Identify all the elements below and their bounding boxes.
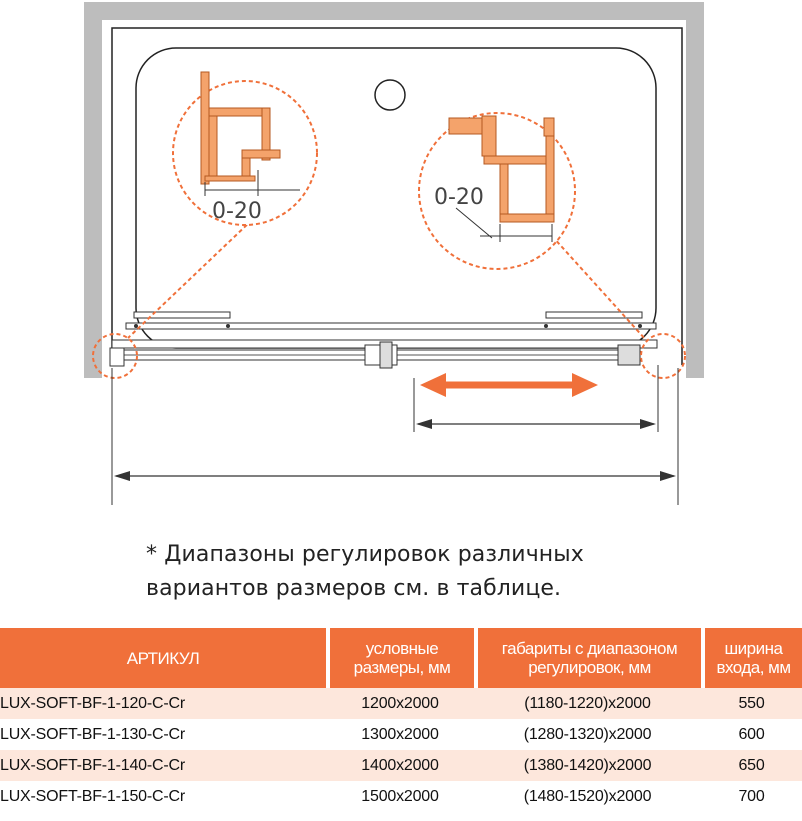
cell-nominal-size: 1200x2000 [326,688,474,719]
cell-article: LUX-SOFT-BF-1-120-C-Cr [0,688,326,719]
cell-dimensions-range: (1280-1320)x2000 [474,719,701,750]
door-handle-inner [380,342,392,368]
bracket-screw [134,324,138,328]
adjustment-note-line-2: вариантов размеров см. в таблице. [146,576,562,601]
bracket-screw [226,324,230,328]
cell-article: LUX-SOFT-BF-1-150-C-Cr [0,781,326,812]
drain-icon [375,80,405,110]
cell-entry-width: 650 [701,750,802,781]
cell-nominal-size: 1500x2000 [326,781,474,812]
table-row [0,688,802,719]
left-leader-line [128,220,252,338]
header-entry-width: ширина входа, мм [701,628,802,688]
right-dim-label: 0-20 [434,185,484,210]
cell-dimensions-range: (1180-1220)x2000 [474,688,701,719]
cell-article: LUX-SOFT-BF-1-140-C-Cr [0,750,326,781]
cell-entry-width: 600 [701,719,802,750]
cell-entry-width: 700 [701,781,802,812]
right-bracket [546,312,642,318]
bracket-screw [544,324,548,328]
left-dim-label: 0-20 [212,199,262,224]
table-header-row [0,628,802,688]
size-table [0,628,802,812]
bracket-screw [638,324,642,328]
adjustment-note-line-1: * Диапазоны регулировок различных [146,542,584,567]
threshold-bar [126,323,656,329]
arrowhead [660,471,676,481]
table-row [0,719,802,750]
sliding-direction-arrow [420,373,598,397]
cell-dimensions-range: (1380-1420)x2000 [474,750,701,781]
wall-frame [84,2,704,378]
arrowhead [416,419,432,429]
header-nominal-size: условные размеры, мм [326,628,474,688]
table-row [0,781,802,812]
cell-entry-width: 550 [701,688,802,719]
cell-article: LUX-SOFT-BF-1-130-C-Cr [0,719,326,750]
arrowhead [640,419,656,429]
cell-nominal-size: 1400x2000 [326,750,474,781]
cell-dimensions-range: (1480-1520)x2000 [474,781,701,812]
table-row [0,750,802,781]
left-bracket [134,312,230,318]
left-wall-profile [110,348,124,366]
arrowhead [114,471,130,481]
right-wall-profile [618,345,640,365]
header-dimensions-range: габариты с диапазоном регулировок, мм [474,628,701,688]
cell-nominal-size: 1300x2000 [326,719,474,750]
header-article: АРТИКУЛ [0,628,326,688]
